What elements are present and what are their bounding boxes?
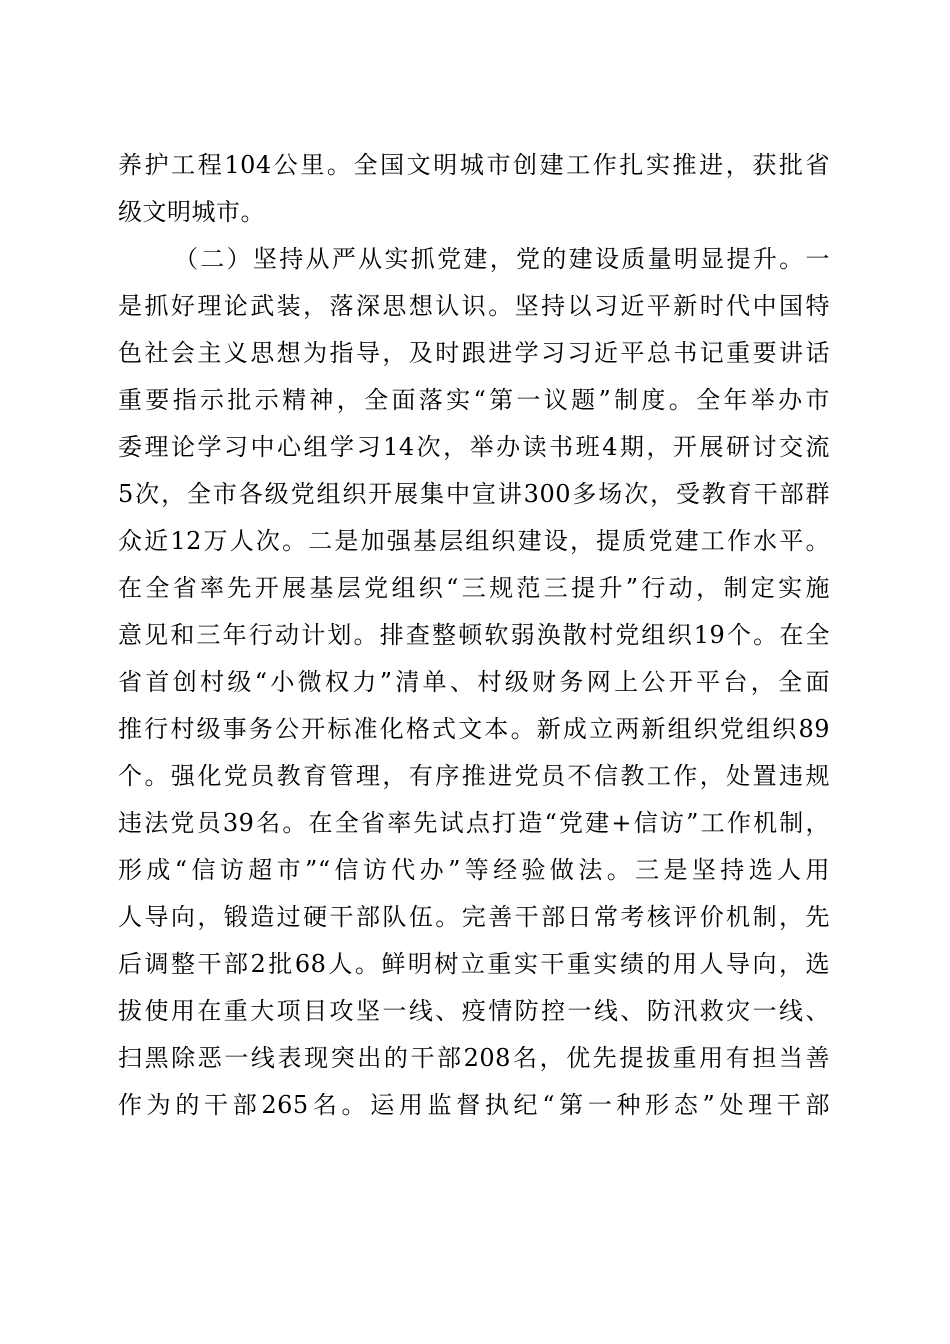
text-line: 重要指示批示精神，全面落实“第一议题”制度。全年举办市	[118, 386, 830, 414]
text-line: 意见和三年行动计划。排查整顿软弱涣散村党组织19个。在全	[118, 621, 830, 649]
text-line: 养护工程104公里。全国文明城市创建工作扎实推进，获批省	[118, 151, 830, 179]
text-line: 后调整干部2批68人。鲜明树立重实干重实绩的用人导向，选	[118, 950, 830, 978]
text-line: 个。强化党员教育管理，有序推进党员不信教工作，处置违规	[118, 762, 830, 790]
text-line: 委理论学习中心组学习14次，举办读书班4期，开展研讨交流	[118, 433, 830, 461]
body-text	[118, 142, 830, 1129]
text-line: 色社会主义思想为指导，及时跟进学习习近平总书记重要讲话	[118, 339, 830, 367]
text-line: 众近12万人次。二是加强基层组织建设，提质党建工作水平。	[118, 527, 830, 555]
text-line: 人导向，锻造过硬干部队伍。完善干部日常考核评价机制，先	[118, 903, 830, 931]
text-line: 扫黑除恶一线表现突出的干部208名，优先提拔重用有担当善	[118, 1044, 830, 1072]
text-line: 省首创村级“小微权力”清单、村级财务网上公开平台，全面	[118, 668, 830, 696]
text-line: 是抓好理论武装，落深思想认识。坚持以习近平新时代中国特	[118, 292, 830, 320]
section-heading-line: （二）坚持从严从实抓党建，党的建设质量明显提升。一	[174, 245, 830, 273]
text-line: 形成“信访超市”“信访代办”等经验做法。三是坚持选人用	[118, 856, 830, 884]
text-line: 作为的干部265名。运用监督执纪“第一种形态”处理干部	[118, 1091, 830, 1119]
text-line: 5次，全市各级党组织开展集中宣讲300多场次，受教育干部群	[118, 480, 830, 508]
text-line: 推行村级事务公开标准化格式文本。新成立两新组织党组织89	[118, 715, 830, 743]
text-line: 在全省率先开展基层党组织“三规范三提升”行动，制定实施	[118, 574, 830, 602]
text-line: 拔使用在重大项目攻坚一线、疫情防控一线、防汛救灾一线、	[118, 997, 830, 1025]
text-line: 级文明城市。	[118, 198, 265, 226]
text-line: 违法党员39名。在全省率先试点打造“党建+信访”工作机制，	[118, 809, 830, 837]
